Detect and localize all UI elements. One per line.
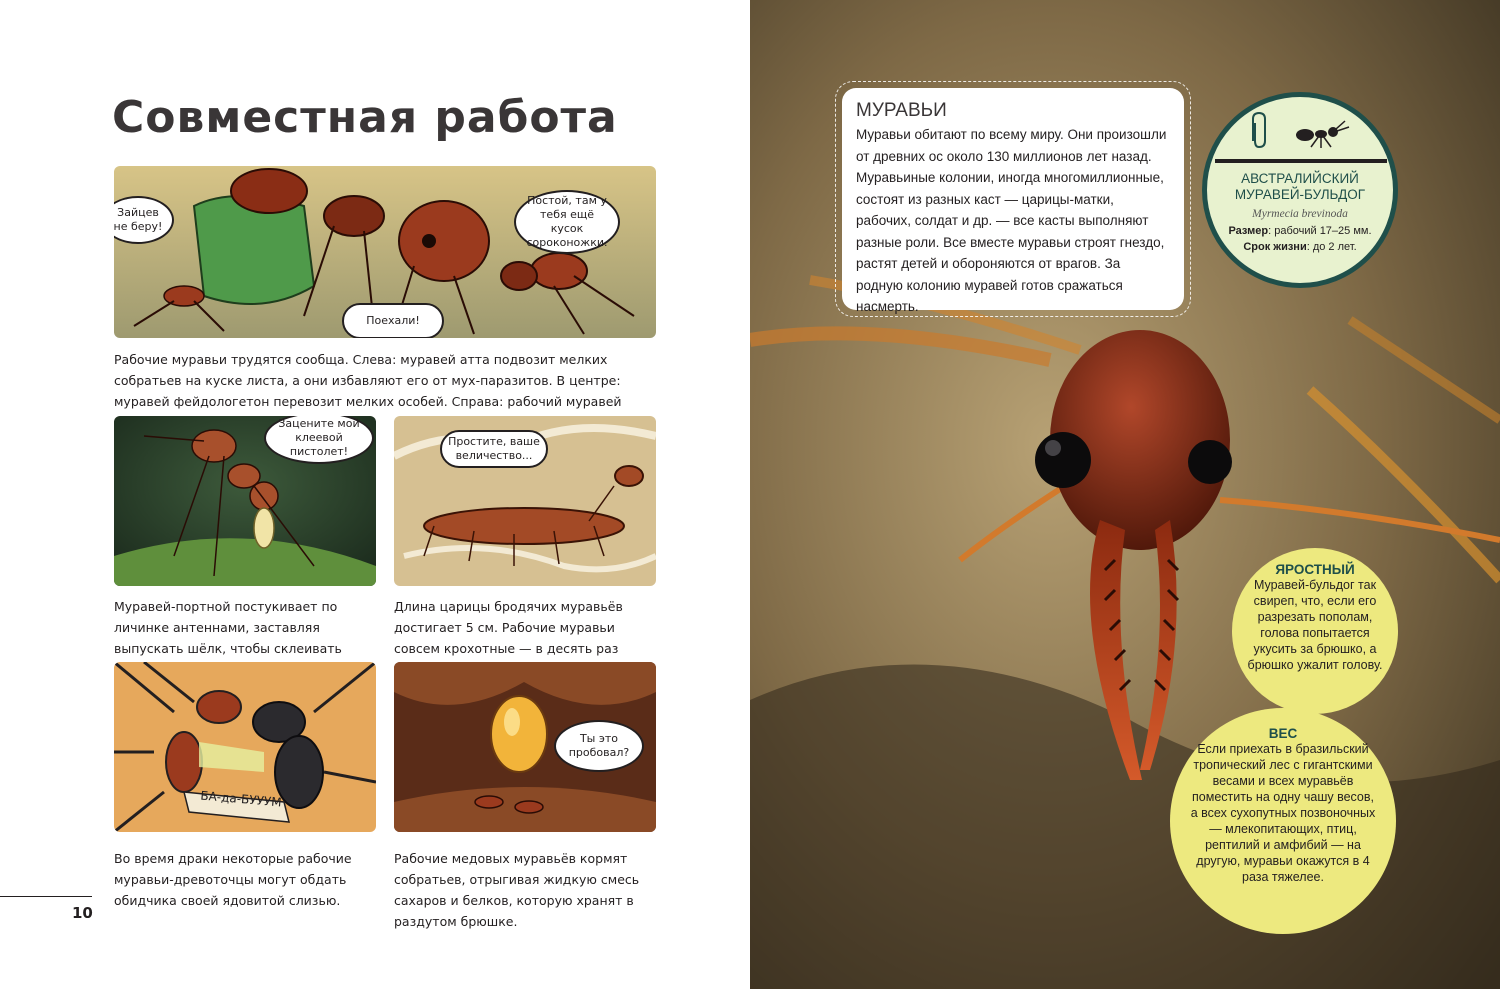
caption: Длина царицы бродячих муравьёв достигает 5 см. Рабочие муравьи совсем крохотные — в десять раз <box>394 599 623 656</box>
species-card <box>1202 92 1398 288</box>
fact-title: ЯРОСТНЫЙ <box>1275 562 1355 577</box>
speech-bubble: Зайцев не беру! <box>114 196 174 244</box>
fact-circle-weight <box>1170 708 1396 934</box>
paperclip-icon <box>1245 111 1273 151</box>
ant-icon <box>1293 119 1353 149</box>
size-value: : рабочий 17–25 мм. <box>1268 225 1372 237</box>
species-size <box>1207 225 1393 237</box>
page-title: Совместная работа <box>112 92 618 143</box>
right-page <box>750 0 1500 989</box>
speech-bubble: Ты это пробовал? <box>554 720 644 772</box>
speech-bubble: Зацените мой клеевой пистолет! <box>264 416 374 464</box>
size-label: Размер <box>1228 225 1269 237</box>
comic-panel <box>114 416 376 586</box>
comic-panel <box>394 662 656 832</box>
speech-bubble: Поехали! <box>342 303 444 338</box>
caption-top: Рабочие муравьи трудятся сообща. Слева: муравей атта подвозит мелких собратьев на куске листа, а они избавляют его от мух-паразитов. В центре: муравей фейдологетон перевозит мелких особей. Справа: рабочий муравей <box>114 352 622 409</box>
footer-rule <box>0 896 92 897</box>
species-latin-name: Myrmecia brevinoda <box>1252 208 1348 220</box>
comic-panel <box>114 662 376 832</box>
speech-bubble: Простите, ваше величество... <box>440 430 548 468</box>
info-text: Муравьи обитают по всему миру. Они произошли от древних ос около 130 миллионов лет назад. Муравьиные колонии, иногда многомиллионные, состоят из разных каст — царицы-матки, рабочих, солдат и др. — все касты выполняют разные роли. Все вместе муравьи строят гнездо, растят детей и обороняются от врагов. За родную колонию муравей готов сражаться насмерть. <box>856 127 1167 314</box>
sound-effect: БА-да-БУУУМ <box>199 788 283 810</box>
lifespan-value: : до 2 лет. <box>1306 241 1357 253</box>
fact-title: ВЕС <box>1268 726 1298 741</box>
fact-text: Муравей-бульдог так свиреп, что, если его разрезать пополам, голова попытается укусить за брюшко, а брюшко ужалит голову. <box>1247 578 1383 672</box>
page-number: 10 <box>72 904 93 922</box>
fact-text: Если приехать в бразильский тропический лес с гигантскими весами и всех муравьёв поместить на одну чашу весов, а всех сухопутных позвоночных — млекопитающих, птиц, рептилий и амфибий — на другую, муравьи окажутся в 4 раза тяжелее. <box>1190 742 1376 884</box>
species-lifespan <box>1207 241 1393 253</box>
comic-panel-top <box>114 166 656 338</box>
card-divider <box>1215 159 1387 163</box>
comic-illustration <box>114 662 376 832</box>
info-title: МУРАВЬИ <box>856 100 947 121</box>
info-box <box>842 88 1184 314</box>
species-name: АВСТРАЛИЙСКИЙ МУРАВЕЙ-БУЛЬДОГ <box>1234 171 1366 202</box>
speech-bubble: Постой, там у тебя ещё кусок сороконожки. <box>514 190 620 254</box>
caption: Муравей-портной постукивает по личинке антеннами, заставляя выпускать шёлк, чтобы склеивать <box>114 599 342 656</box>
caption: Во время драки некоторые рабочие муравьи-древоточцы могут обдать обидчика своей ядовитой слизью. <box>114 851 352 908</box>
lifespan-label: Срок жизни <box>1243 241 1307 253</box>
comic-panel <box>394 416 656 586</box>
caption: Рабочие медовых муравьёв кормят собратьев, отрыгивая жидкую смесь сахаров и белков, которую хранят в раздутом брюшке. <box>394 851 640 929</box>
fact-circle-fierce <box>1232 548 1398 714</box>
